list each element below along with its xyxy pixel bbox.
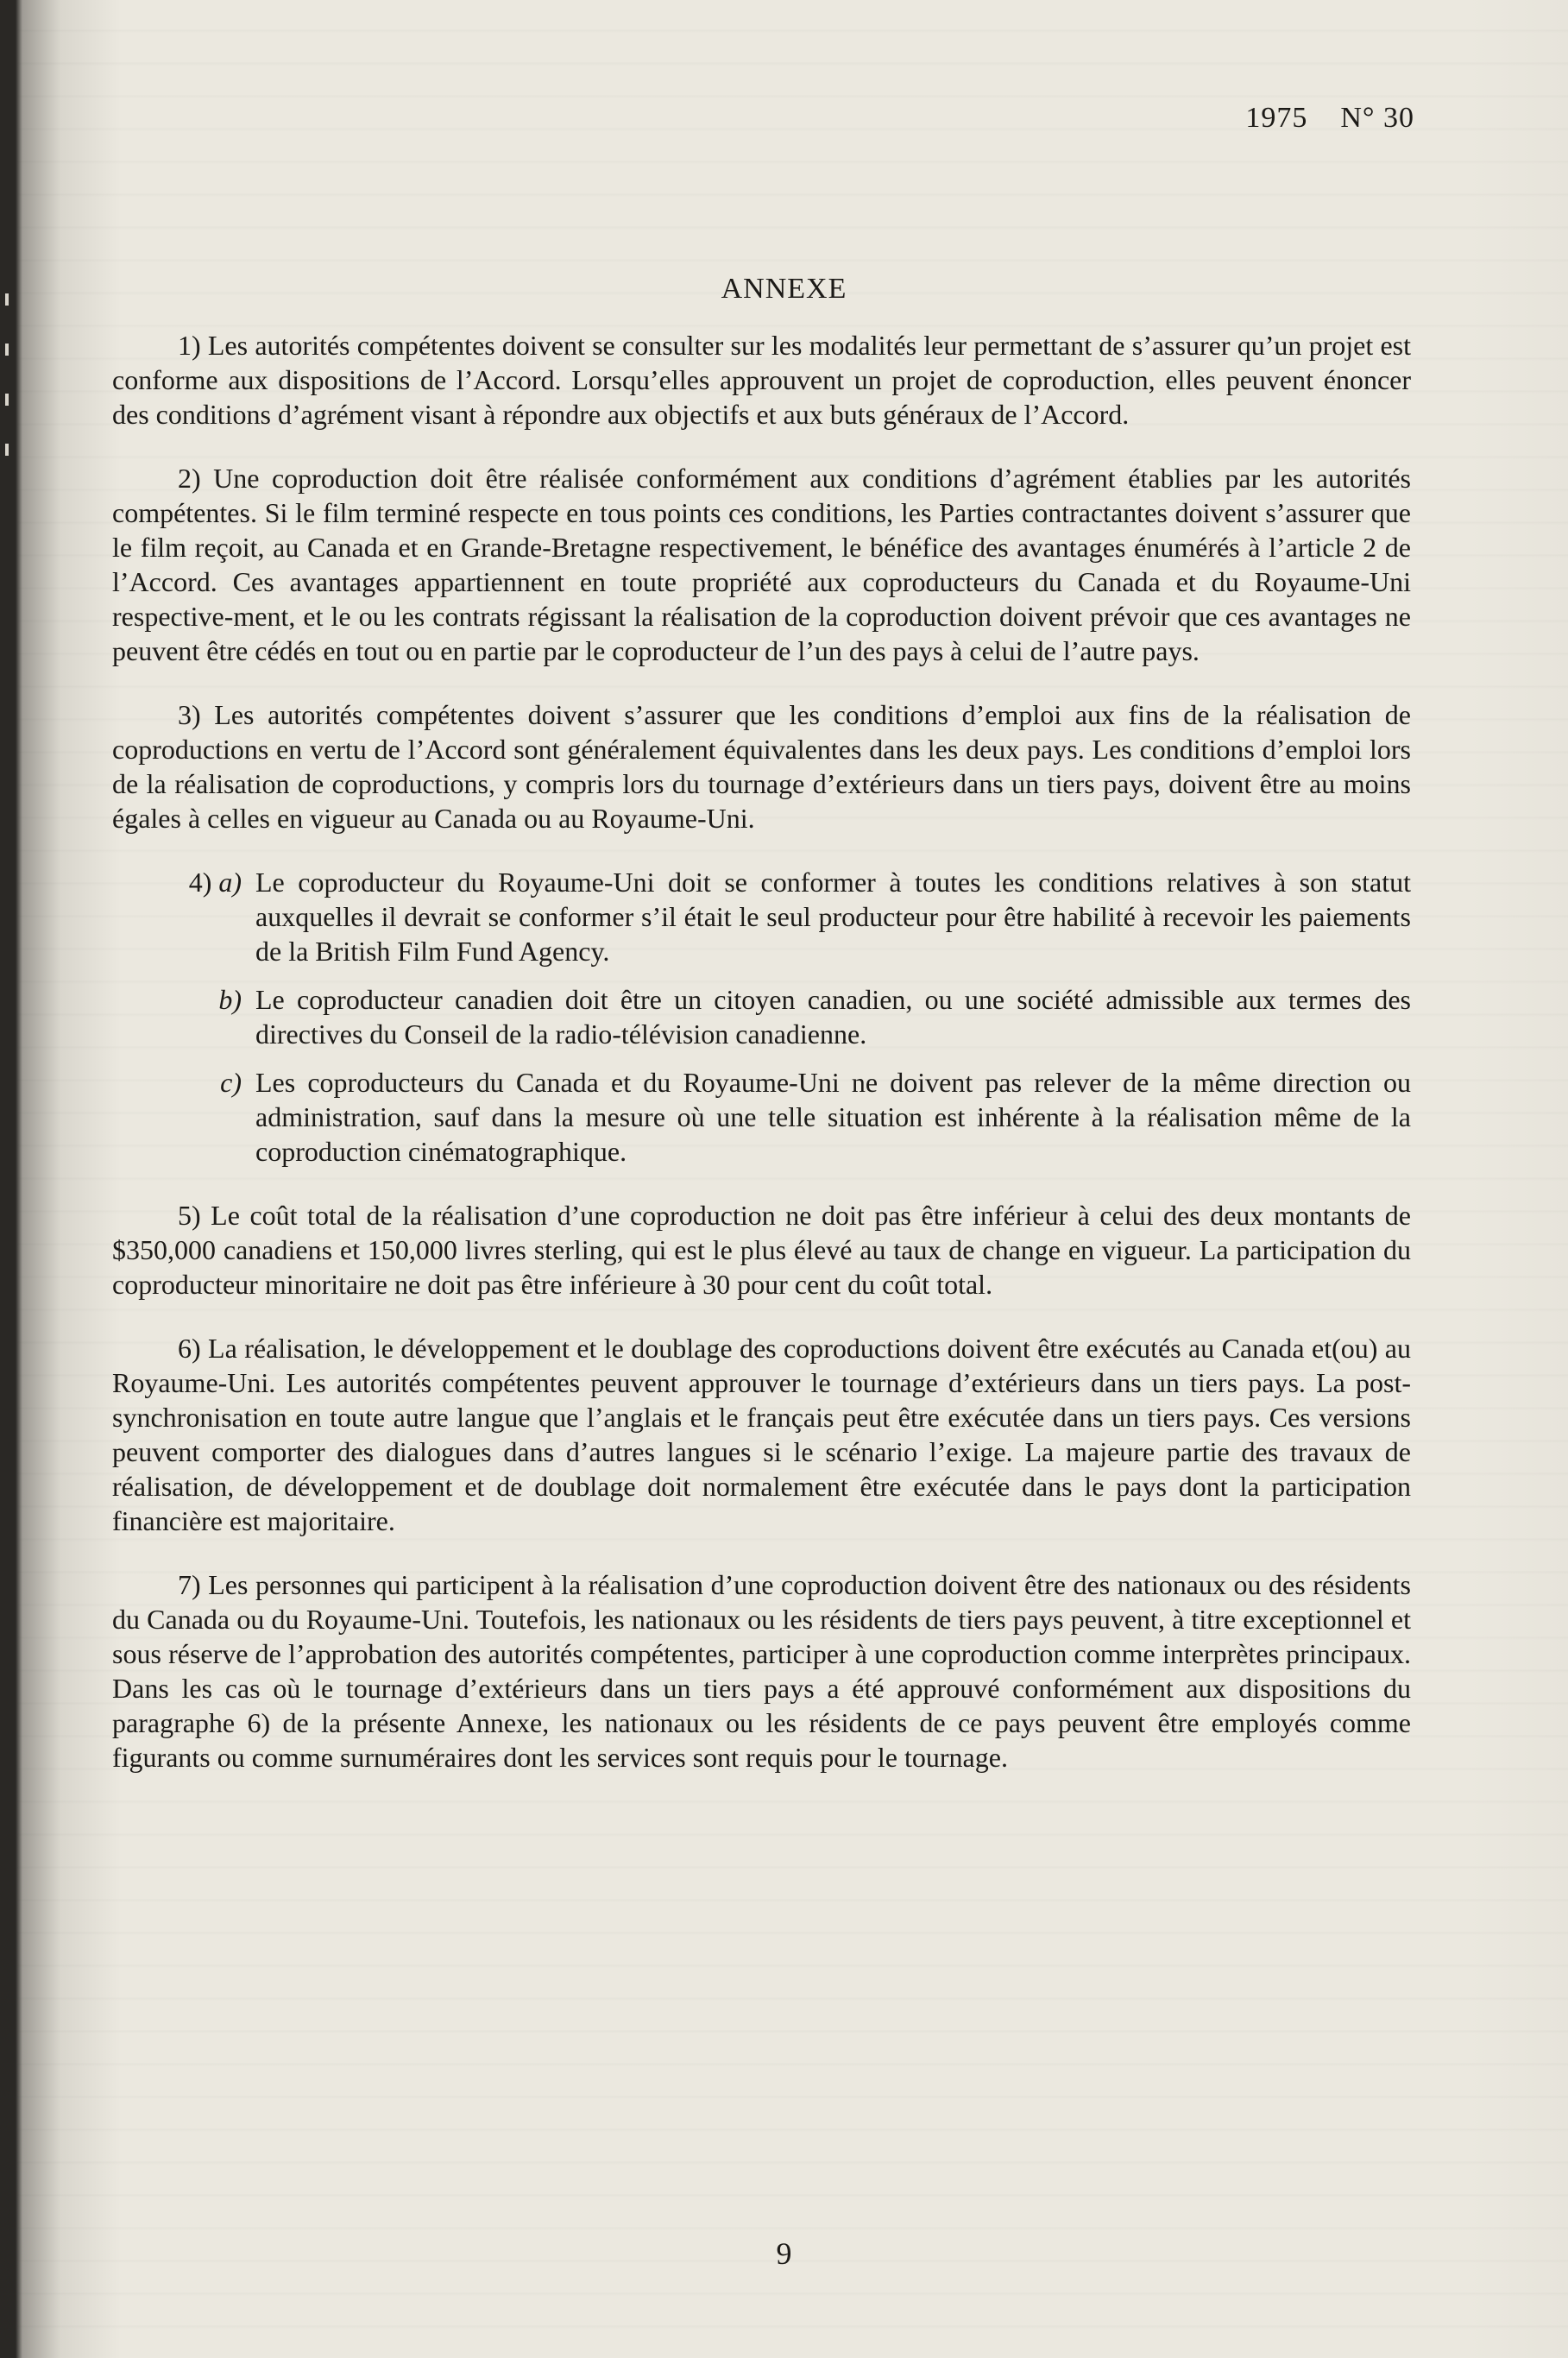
paragraph-6: 6) La réalisation, le développement et le doublage des coproductions doivent être exécutés au Canada et(ou) au Royaume-Uni. Les autorités compétentes peuvent approuver le tournage d’extérieurs dans un tiers pays. La post-synchronisation en toute autre langue que l’anglais et le français peut être exécutée dans un tiers pays. Ces versions peuvent comporter des dialogues dans d’autres langues si le scénario l’exige. La majeure partie des travaux de réalisation, de développement et de doublage doit normalement être exécutée dans le pays dont la participation financière est majoritaire. <box>112 1333 1411 1536</box>
paragraph-3: 3) Les autorités compétentes doivent s’assurer que les conditions d’emploi aux fins de la réalisation de coproductions en vertu de l’Accord sont généralement équivalentes dans les deux pays. Les conditions d’emploi lors de la réalisation de coproductions, y compris lors du tournage d’extérieurs dans un tiers pays, doivent être au moins égales à celles en vigueur au Canada ou au Royaume-Uni. <box>112 699 1411 834</box>
binding-mark <box>5 444 9 456</box>
paragraph-1: 1) Les autorités compétentes doivent se consulter sur les modalités leur permettant de s’assurer qu’un projet est conforme aux dispositions de l’Accord. Lorsqu’elles approuvent un projet de coproduction, elles peuvent énoncer des conditions d’agrément visant à répondre aux objectifs et aux buts généraux de l’Accord. <box>112 330 1411 430</box>
paragraph-4b-text: Le coproducteur canadien doit être un citoyen canadien, ou une société admissible aux termes des directives du Conseil de la radio-télévision canadienne. <box>255 984 1411 1050</box>
paragraph-2: 2) Une coproduction doit être réalisée conformément aux conditions d’agrément établies par les autorités compétentes. Si le film terminé respecte en tous points ces conditions, les Parties contractantes doivent s’assurer que le film reçoit, au Canada et en Grande-Bretagne respectivement, le bénéfice des avantages énumérés à l’article 2 de l’Accord. Ces avantages appartiennent en toute propriété aux coproducteurs du Canada et du Royaume-Uni respective-ment, et le ou les contrats régissant la réalisation de la coproduction doivent prévoir que ces avantages ne peuvent être cédés en tout ou en partie par le coproducteur de l’un des pays à celui de l’autre pays. <box>112 463 1411 666</box>
paragraph-4b-letter: b) <box>218 984 242 1015</box>
binding-mark <box>5 344 9 356</box>
paragraph-5: 5) Le coût total de la réalisation d’une coproduction ne doit pas être inférieur à celui des deux montants de $350,000 canadiens et 150,000 livres sterling, qui est le plus élevé au taux de change en vigueur. La participation du coproducteur minoritaire ne doit pas être inférieure à 30 pour cent du coût total. <box>112 1200 1411 1300</box>
paragraph-4b <box>112 982 1411 1051</box>
paragraph-4a-label <box>112 865 255 968</box>
binding-margin <box>0 293 12 552</box>
paragraph-4b-label <box>112 982 255 1051</box>
paragraph-4c <box>112 1065 1411 1169</box>
paragraph-4a <box>112 865 1411 968</box>
header-year: 1975 <box>1245 102 1308 134</box>
paragraph-4a-text: Le coproducteur du Royaume-Uni doit se conformer à toutes les conditions relatives à son statut auxquelles il devrait se conformer s’il était le seul producteur pour être habilité à recevoir les paiements de la British Film Fund Agency. <box>255 867 1411 967</box>
paragraph-4 <box>112 865 1411 1169</box>
page-number: 9 <box>776 2236 792 2271</box>
paragraph-7: 7) Les personnes qui participent à la réalisation d’une coproduction doivent être des nationaux ou des résidents du Canada ou du Royaume-Uni. Toutefois, les nationaux ou les résidents de tiers pays peuvent, à titre exceptionnel et sous réserve de l’approbation des autorités compétentes, participer à une coproduction comme interprètes principaux. Dans les cas où le tournage d’extérieurs dans un tiers pays a été approuvé conformément aux dispositions du paragraphe 6) de la présente Annexe, les nationaux ou les résidents de ce pays peuvent être employés comme figurants ou comme surnuméraires dont les services sont requis pour le tournage. <box>112 1569 1411 1773</box>
paragraph-4c-label <box>112 1065 255 1169</box>
paragraph-4-number: 4) <box>188 867 212 898</box>
annex-body <box>112 328 1411 1804</box>
paragraph-4c-letter: c) <box>220 1067 242 1098</box>
annex-title: ANNEXE <box>721 273 847 305</box>
paragraph-4c-text: Les coproducteurs du Canada et du Royaume-Uni ne doivent pas relever de la même direction ou administration, sauf dans la mesure où une telle situation est inhérente à la réalisation même de la coproduction cinématographique. <box>255 1067 1411 1167</box>
page-header <box>1245 102 1414 135</box>
binding-mark <box>5 394 9 406</box>
header-number: N° 30 <box>1340 102 1414 134</box>
paragraph-4a-letter: a) <box>218 867 242 898</box>
